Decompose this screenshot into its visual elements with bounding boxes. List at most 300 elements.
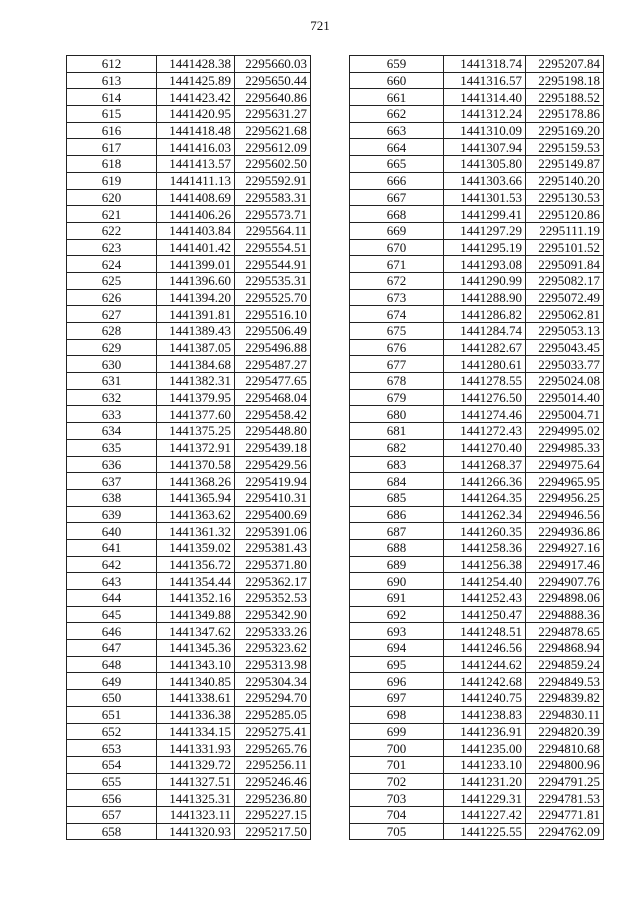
table-row [67,506,311,523]
point-number-cell: 612 [67,56,157,73]
point-number-cell: 628 [67,323,157,340]
point-number-cell: 650 [67,690,157,707]
y-coordinate-cell: 2294888.36 [526,606,604,623]
y-coordinate-cell: 2295091.84 [526,256,604,273]
x-coordinate-cell: 1441303.66 [444,172,526,189]
page-number: 721 [310,18,330,33]
coordinates-table-left [66,55,311,840]
x-coordinate-cell: 1441377.60 [157,406,235,423]
x-coordinate-cell: 1441225.55 [444,823,526,840]
point-number-cell: 705 [350,823,444,840]
point-number-cell: 680 [350,406,444,423]
y-coordinate-cell: 2294839.82 [526,690,604,707]
table-row [350,356,604,373]
point-number-cell: 661 [350,89,444,106]
x-coordinate-cell: 1441246.56 [444,640,526,657]
y-coordinate-cell: 2295053.13 [526,323,604,340]
y-coordinate-cell: 2295275.41 [235,723,311,740]
table-row [350,506,604,523]
table-row [67,673,311,690]
y-coordinate-cell: 2294946.56 [526,506,604,523]
y-coordinate-cell: 2295313.98 [235,656,311,673]
table-row [67,590,311,607]
point-number-cell: 691 [350,590,444,607]
point-number-cell: 652 [67,723,157,740]
x-coordinate-cell: 1441334.15 [157,723,235,740]
x-coordinate-cell: 1441372.91 [157,439,235,456]
point-number-cell: 704 [350,806,444,823]
y-coordinate-cell: 2295159.53 [526,139,604,156]
x-coordinate-cell: 1441270.40 [444,439,526,456]
y-coordinate-cell: 2295381.43 [235,539,311,556]
table-row [67,439,311,456]
table-row [350,489,604,506]
y-coordinate-cell: 2295583.31 [235,189,311,206]
y-coordinate-cell: 2294800.96 [526,756,604,773]
x-coordinate-cell: 1441379.95 [157,389,235,406]
point-number-cell: 626 [67,289,157,306]
point-number-cell: 687 [350,523,444,540]
y-coordinate-cell: 2294985.33 [526,439,604,456]
y-coordinate-cell: 2295285.05 [235,706,311,723]
y-coordinate-cell: 2295043.45 [526,339,604,356]
y-coordinate-cell: 2295198.18 [526,72,604,89]
table-row [350,89,604,106]
table-row [67,806,311,823]
table-row [67,106,311,123]
y-coordinate-cell: 2294995.02 [526,423,604,440]
y-coordinate-cell: 2295333.26 [235,623,311,640]
table-row [67,823,311,840]
table-row [350,406,604,423]
x-coordinate-cell: 1441420.95 [157,106,235,123]
x-coordinate-cell: 1441418.48 [157,122,235,139]
x-coordinate-cell: 1441387.05 [157,339,235,356]
point-number-cell: 638 [67,489,157,506]
point-number-cell: 688 [350,539,444,556]
point-number-cell: 666 [350,172,444,189]
x-coordinate-cell: 1441233.10 [444,756,526,773]
x-coordinate-cell: 1441320.93 [157,823,235,840]
x-coordinate-cell: 1441231.20 [444,773,526,790]
y-coordinate-cell: 2295342.90 [235,606,311,623]
y-coordinate-cell: 2294830.11 [526,706,604,723]
point-number-cell: 667 [350,189,444,206]
y-coordinate-cell: 2295468.04 [235,389,311,406]
table-row [67,339,311,356]
table-row [350,239,604,256]
x-coordinate-cell: 1441352.16 [157,590,235,607]
y-coordinate-cell: 2295554.51 [235,239,311,256]
table-row [67,272,311,289]
y-coordinate-cell: 2294849.53 [526,673,604,690]
table-row [350,656,604,673]
point-number-cell: 657 [67,806,157,823]
table-row [67,723,311,740]
y-coordinate-cell: 2295352.53 [235,590,311,607]
table-row [350,690,604,707]
x-coordinate-cell: 1441361.32 [157,523,235,540]
point-number-cell: 615 [67,106,157,123]
x-coordinate-cell: 1441408.69 [157,189,235,206]
table-row [350,339,604,356]
x-coordinate-cell: 1441318.74 [444,56,526,73]
table-row [67,690,311,707]
y-coordinate-cell: 2294927.16 [526,539,604,556]
table-row [67,740,311,757]
x-coordinate-cell: 1441290.99 [444,272,526,289]
x-coordinate-cell: 1441365.94 [157,489,235,506]
table-row [350,439,604,456]
x-coordinate-cell: 1441384.68 [157,356,235,373]
point-number-cell: 679 [350,389,444,406]
table-row [350,256,604,273]
point-number-cell: 635 [67,439,157,456]
point-number-cell: 703 [350,790,444,807]
table-row [67,456,311,473]
x-coordinate-cell: 1441268.37 [444,456,526,473]
y-coordinate-cell: 2295004.71 [526,406,604,423]
table-row [67,239,311,256]
table-row [350,423,604,440]
point-number-cell: 622 [67,222,157,239]
y-coordinate-cell: 2295149.87 [526,156,604,173]
x-coordinate-cell: 1441391.81 [157,306,235,323]
y-coordinate-cell: 2294781.53 [526,790,604,807]
y-coordinate-cell: 2295304.34 [235,673,311,690]
point-number-cell: 620 [67,189,157,206]
table-row [350,773,604,790]
table-row [350,72,604,89]
x-coordinate-cell: 1441307.94 [444,139,526,156]
table-row [350,823,604,840]
point-number-cell: 658 [67,823,157,840]
table-row [350,590,604,607]
y-coordinate-cell: 2295650.44 [235,72,311,89]
point-number-cell: 648 [67,656,157,673]
x-coordinate-cell: 1441329.72 [157,756,235,773]
x-coordinate-cell: 1441389.43 [157,323,235,340]
y-coordinate-cell: 2295429.56 [235,456,311,473]
table-row [67,556,311,573]
x-coordinate-cell: 1441356.72 [157,556,235,573]
point-number-cell: 649 [67,673,157,690]
point-number-cell: 673 [350,289,444,306]
x-coordinate-cell: 1441235.00 [444,740,526,757]
point-number-cell: 639 [67,506,157,523]
table-row [350,806,604,823]
point-number-cell: 655 [67,773,157,790]
table-row [350,206,604,223]
table-row [350,556,604,573]
x-coordinate-cell: 1441399.01 [157,256,235,273]
y-coordinate-cell: 2295178.86 [526,106,604,123]
x-coordinate-cell: 1441340.85 [157,673,235,690]
table-row [67,289,311,306]
table-row [67,156,311,173]
x-coordinate-cell: 1441312.24 [444,106,526,123]
x-coordinate-cell: 1441258.36 [444,539,526,556]
x-coordinate-cell: 1441262.34 [444,506,526,523]
x-coordinate-cell: 1441368.26 [157,473,235,490]
y-coordinate-cell: 2295602.50 [235,156,311,173]
y-coordinate-cell: 2295236.80 [235,790,311,807]
x-coordinate-cell: 1441310.09 [444,122,526,139]
point-number-cell: 621 [67,206,157,223]
x-coordinate-cell: 1441382.31 [157,373,235,390]
point-number-cell: 674 [350,306,444,323]
table-row [67,306,311,323]
x-coordinate-cell: 1441236.91 [444,723,526,740]
y-coordinate-cell: 2294868.94 [526,640,604,657]
x-coordinate-cell: 1441227.42 [444,806,526,823]
y-coordinate-cell: 2295458.42 [235,406,311,423]
x-coordinate-cell: 1441276.50 [444,389,526,406]
y-coordinate-cell: 2295323.62 [235,640,311,657]
table-row [67,72,311,89]
point-number-cell: 642 [67,556,157,573]
point-number-cell: 624 [67,256,157,273]
y-coordinate-cell: 2295564.11 [235,222,311,239]
point-number-cell: 636 [67,456,157,473]
x-coordinate-cell: 1441274.46 [444,406,526,423]
x-coordinate-cell: 1441363.62 [157,506,235,523]
y-coordinate-cell: 2295140.20 [526,172,604,189]
x-coordinate-cell: 1441250.47 [444,606,526,623]
x-coordinate-cell: 1441354.44 [157,573,235,590]
y-coordinate-cell: 2295391.06 [235,523,311,540]
x-coordinate-cell: 1441252.43 [444,590,526,607]
x-coordinate-cell: 1441272.43 [444,423,526,440]
point-number-cell: 656 [67,790,157,807]
y-coordinate-cell: 2295410.31 [235,489,311,506]
point-number-cell: 670 [350,239,444,256]
x-coordinate-cell: 1441359.02 [157,539,235,556]
y-coordinate-cell: 2295631.27 [235,106,311,123]
point-number-cell: 672 [350,272,444,289]
y-coordinate-cell: 2295477.65 [235,373,311,390]
point-number-cell: 682 [350,439,444,456]
table-row [350,740,604,757]
table-row [350,473,604,490]
point-number-cell: 684 [350,473,444,490]
point-number-cell: 678 [350,373,444,390]
x-coordinate-cell: 1441336.38 [157,706,235,723]
table-row [350,790,604,807]
table-row [67,172,311,189]
point-number-cell: 697 [350,690,444,707]
point-number-cell: 613 [67,72,157,89]
x-coordinate-cell: 1441343.10 [157,656,235,673]
y-coordinate-cell: 2295544.91 [235,256,311,273]
point-number-cell: 631 [67,373,157,390]
x-coordinate-cell: 1441396.60 [157,272,235,289]
y-coordinate-cell: 2295294.70 [235,690,311,707]
point-number-cell: 669 [350,222,444,239]
y-coordinate-cell: 2294898.06 [526,590,604,607]
y-coordinate-cell: 2294859.24 [526,656,604,673]
table-row [67,539,311,556]
table-row [350,56,604,73]
point-number-cell: 675 [350,323,444,340]
point-number-cell: 692 [350,606,444,623]
y-coordinate-cell: 2295062.81 [526,306,604,323]
x-coordinate-cell: 1441229.31 [444,790,526,807]
table-row [67,656,311,673]
table-row [350,289,604,306]
point-number-cell: 627 [67,306,157,323]
table-row [67,640,311,657]
table-row [350,272,604,289]
y-coordinate-cell: 2294965.95 [526,473,604,490]
table-row [350,623,604,640]
table-row [67,773,311,790]
x-coordinate-cell: 1441331.93 [157,740,235,757]
x-coordinate-cell: 1441413.57 [157,156,235,173]
point-number-cell: 619 [67,172,157,189]
table-row [67,356,311,373]
y-coordinate-cell: 2294975.64 [526,456,604,473]
table-row [67,756,311,773]
x-coordinate-cell: 1441425.89 [157,72,235,89]
point-number-cell: 702 [350,773,444,790]
table-row [350,373,604,390]
x-coordinate-cell: 1441266.36 [444,473,526,490]
x-coordinate-cell: 1441338.61 [157,690,235,707]
x-coordinate-cell: 1441238.83 [444,706,526,723]
y-coordinate-cell: 2295130.53 [526,189,604,206]
x-coordinate-cell: 1441301.53 [444,189,526,206]
y-coordinate-cell: 2295371.80 [235,556,311,573]
point-number-cell: 694 [350,640,444,657]
table-row [67,623,311,640]
point-number-cell: 618 [67,156,157,173]
table-row [67,139,311,156]
point-number-cell: 683 [350,456,444,473]
table-row [67,606,311,623]
table-row [350,389,604,406]
point-number-cell: 699 [350,723,444,740]
x-coordinate-cell: 1441299.41 [444,206,526,223]
point-number-cell: 634 [67,423,157,440]
y-coordinate-cell: 2295227.15 [235,806,311,823]
table-row [67,256,311,273]
x-coordinate-cell: 1441282.67 [444,339,526,356]
point-number-cell: 668 [350,206,444,223]
point-number-cell: 632 [67,389,157,406]
table-row [350,222,604,239]
y-coordinate-cell: 2295400.69 [235,506,311,523]
y-coordinate-cell: 2295640.86 [235,89,311,106]
table-row [350,640,604,657]
table-row [67,473,311,490]
point-number-cell: 633 [67,406,157,423]
y-coordinate-cell: 2295265.76 [235,740,311,757]
y-coordinate-cell: 2295496.88 [235,339,311,356]
table-row [350,573,604,590]
table-row [67,523,311,540]
y-coordinate-cell: 2295487.27 [235,356,311,373]
y-coordinate-cell: 2294936.86 [526,523,604,540]
table-row [350,456,604,473]
table-row [350,606,604,623]
point-number-cell: 629 [67,339,157,356]
y-coordinate-cell: 2295506.49 [235,323,311,340]
table-row [67,56,311,73]
point-number-cell: 645 [67,606,157,623]
y-coordinate-cell: 2295256.11 [235,756,311,773]
table-row [67,489,311,506]
y-coordinate-cell: 2294956.25 [526,489,604,506]
y-coordinate-cell: 2295362.17 [235,573,311,590]
y-coordinate-cell: 2295014.40 [526,389,604,406]
x-coordinate-cell: 1441423.42 [157,89,235,106]
y-coordinate-cell: 2295448.80 [235,423,311,440]
table-row [350,673,604,690]
table-row [350,723,604,740]
y-coordinate-cell: 2295516.10 [235,306,311,323]
x-coordinate-cell: 1441394.20 [157,289,235,306]
table-row [350,706,604,723]
x-coordinate-cell: 1441288.90 [444,289,526,306]
x-coordinate-cell: 1441264.35 [444,489,526,506]
y-coordinate-cell: 2294810.68 [526,740,604,757]
point-number-cell: 646 [67,623,157,640]
x-coordinate-cell: 1441280.61 [444,356,526,373]
x-coordinate-cell: 1441242.68 [444,673,526,690]
table-row [350,156,604,173]
x-coordinate-cell: 1441403.84 [157,222,235,239]
point-number-cell: 676 [350,339,444,356]
y-coordinate-cell: 2295621.68 [235,122,311,139]
point-number-cell: 617 [67,139,157,156]
point-number-cell: 689 [350,556,444,573]
x-coordinate-cell: 1441323.11 [157,806,235,823]
point-number-cell: 647 [67,640,157,657]
x-coordinate-cell: 1441260.35 [444,523,526,540]
point-number-cell: 677 [350,356,444,373]
point-number-cell: 701 [350,756,444,773]
x-coordinate-cell: 1441314.40 [444,89,526,106]
y-coordinate-cell: 2295525.70 [235,289,311,306]
point-number-cell: 659 [350,56,444,73]
x-coordinate-cell: 1441347.62 [157,623,235,640]
table-row [350,306,604,323]
x-coordinate-cell: 1441416.03 [157,139,235,156]
x-coordinate-cell: 1441244.62 [444,656,526,673]
x-coordinate-cell: 1441278.55 [444,373,526,390]
point-number-cell: 698 [350,706,444,723]
y-coordinate-cell: 2295217.50 [235,823,311,840]
point-number-cell: 640 [67,523,157,540]
point-number-cell: 665 [350,156,444,173]
y-coordinate-cell: 2294762.09 [526,823,604,840]
point-number-cell: 695 [350,656,444,673]
x-coordinate-cell: 1441316.57 [444,72,526,89]
y-coordinate-cell: 2294917.46 [526,556,604,573]
x-coordinate-cell: 1441297.29 [444,222,526,239]
x-coordinate-cell: 1441293.08 [444,256,526,273]
y-coordinate-cell: 2295082.17 [526,272,604,289]
x-coordinate-cell: 1441327.51 [157,773,235,790]
y-coordinate-cell: 2295592.91 [235,172,311,189]
y-coordinate-cell: 2295439.18 [235,439,311,456]
point-number-cell: 700 [350,740,444,757]
x-coordinate-cell: 1441375.25 [157,423,235,440]
point-number-cell: 671 [350,256,444,273]
table-row [67,706,311,723]
y-coordinate-cell: 2295111.19 [526,222,604,239]
